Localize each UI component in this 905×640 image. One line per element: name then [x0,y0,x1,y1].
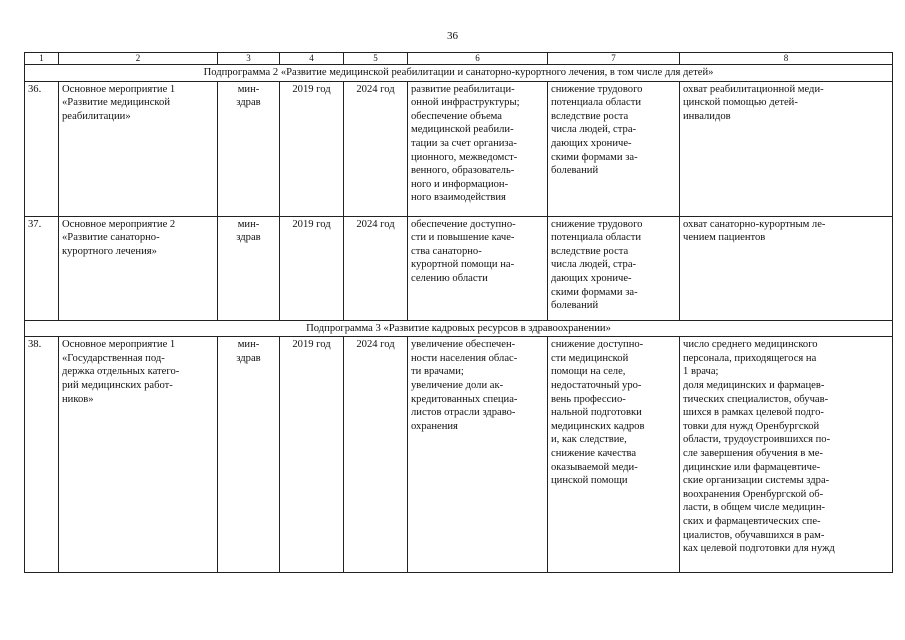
end-year: 2024 год [344,216,408,320]
indicators-text: число среднего медицинского персонала, приходящегося на 1 врача; доля медицинских и фармацев- тических специалистов, обучав- шихся в рамках целевой подго- товки для нужд Оренбургской области, трудоустроившихся по- сле завершения обучения в ме- дицинские или фармацевтиче- ские организации системы здра- воохранения Оренбургской об- ласти, в общем числе медицин- ских и фармацевтических спе- циалистов, обучавшихся в рам- ках целевой подготовки для нужд [683,339,835,555]
subprogram-header-row [25,65,893,82]
expected-result-text: увеличение обеспечен- ности населения облас- ти врачами; увеличение доли ак- кредитованных специа- листов отрасли здраво- охранения [411,339,518,432]
column-number: 1 [25,53,59,65]
indicators-text: охват реабилитационной меди- цинской помощью детей- инвалидов [683,83,824,122]
subprogram-3-title: Подпрограмма 3 «Развитие кадровых ресурсов в здравоохранении» [25,320,893,337]
column-number: 8 [680,53,893,65]
consequences-text: снижение трудового потенциала области вследствие роста числа людей, стра- дающих хрониче- скими формами за- болеваний [551,218,643,312]
activity-name-text: Основное мероприятие 2 «Развитие санаторно- курортного лечения» [62,218,176,257]
non-implementation-consequences [548,216,680,320]
activity-name [59,216,218,320]
activity-name-text: Основное мероприятие 1 «Государственная под- держка отдельных катего- рий медицинских работ- ников» [62,339,180,405]
column-number: 6 [408,53,548,65]
start-year: 2019 год [280,216,344,320]
activity-name-text: Основное мероприятие 1 «Развитие медицинской реабилитации» [62,83,176,122]
expected-result-text: обеспечение доступно- сти и повышение каче- ства санаторно- курортной помощи на- селению области [411,218,516,284]
table-row [25,337,893,573]
indicators-text: охват санаторно-курортным ле- чением пациентов [683,218,826,244]
subprogram-header-row [25,320,893,337]
linked-indicators [680,81,893,216]
executor-text: мин- здрав [236,218,261,244]
consequences-text: снижение доступно- сти медицинской помощи на селе, недостаточный уро- вень профессио- нальной подготовки медицинских кадров и, как следствие, снижение качества оказываемой меди- цинской помощи [551,339,645,487]
executor [218,337,280,573]
activity-name [59,81,218,216]
start-year: 2019 год [280,81,344,216]
executor [218,81,280,216]
executor-text: мин- здрав [236,83,261,109]
expected-result-text: развитие реабилитаци- онной инфраструктуры; обеспечение объема медицинской реабили- тации за счет организа- ционного, межведомст- венного, образователь- ного и информацион- ного взаимодействия [411,83,520,204]
activity-name [59,337,218,573]
column-number: 5 [344,53,408,65]
page-number: 36 [447,30,458,42]
column-number: 7 [548,53,680,65]
column-number: 2 [59,53,218,65]
non-implementation-consequences [548,337,680,573]
column-number: 3 [218,53,280,65]
table-row [25,81,893,216]
expected-result [408,337,548,573]
expected-result [408,216,548,320]
linked-indicators [680,337,893,573]
end-year: 2024 год [344,337,408,573]
expected-result [408,81,548,216]
non-implementation-consequences [548,81,680,216]
subprogram-2-title: Подпрограмма 2 «Развитие медицинской реабилитации и санаторно-курортного лечения, в том числе для детей» [25,65,893,82]
start-year: 2019 год [280,337,344,573]
program-activities-table [24,52,893,573]
column-number-row [25,53,893,65]
executor [218,216,280,320]
consequences-text: снижение трудового потенциала области вследствие роста числа людей, стра- дающих хрониче- скими формами за- болеваний [551,83,643,177]
column-number: 4 [280,53,344,65]
row-number: 38. [25,337,59,573]
row-number: 37. [25,216,59,320]
linked-indicators [680,216,893,320]
table-row [25,216,893,320]
row-number: 36. [25,81,59,216]
executor-text: мин- здрав [236,339,261,364]
end-year: 2024 год [344,81,408,216]
